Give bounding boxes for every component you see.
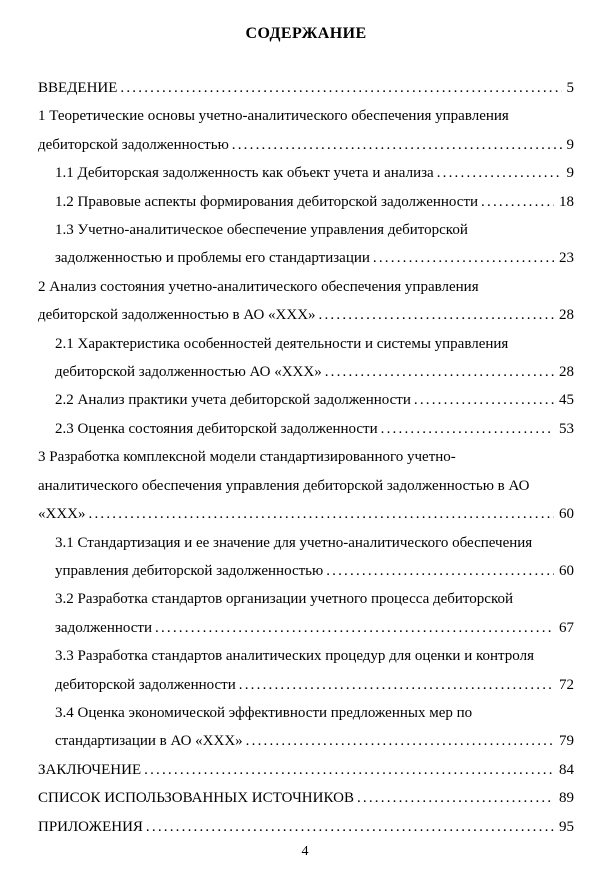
toc-page-number: 72	[559, 676, 574, 693]
dot-leader	[144, 756, 554, 784]
toc-entry	[38, 330, 574, 387]
toc-entry-text: 3.2 Разработка стандартов организации учетного процесса дебиторской	[55, 591, 514, 608]
toc-entry-text: 3.4 Оценка экономической эффективности предложенных мер по	[55, 704, 473, 721]
toc-entry-line	[38, 301, 574, 329]
toc-entry	[38, 273, 574, 330]
toc-entry-line	[55, 216, 574, 244]
toc-page-number: 79	[559, 733, 574, 750]
toc-page-number: 18	[559, 193, 574, 210]
toc-entry	[38, 585, 574, 642]
dot-leader	[89, 500, 555, 528]
toc-entry-text: управления дебиторской задолженностью	[55, 562, 324, 579]
dot-leader	[146, 813, 554, 841]
toc-entry	[38, 74, 574, 102]
toc-page-number: 84	[559, 761, 574, 778]
toc-entry-line	[38, 273, 574, 301]
toc-entry-text: дебиторской задолженностью	[38, 136, 229, 153]
dot-leader	[246, 727, 554, 755]
toc-entry-line	[55, 671, 574, 699]
dot-leader	[381, 415, 554, 443]
dot-leader	[437, 159, 562, 187]
page-number-footer: 4	[301, 844, 309, 859]
toc-entry-text: ВВЕДЕНИЕ	[38, 80, 118, 96]
toc-entry-line	[38, 74, 574, 102]
toc-entry-text: задолженностью и проблемы его стандартизации	[55, 250, 370, 267]
toc-entry-text: 3.1 Стандартизация и ее значение для учетно-аналитического обеспечения	[55, 534, 533, 551]
toc-entry-line	[55, 159, 574, 187]
toc-entry	[38, 784, 574, 812]
toc-entry	[38, 699, 574, 756]
toc-entry-text: 3 Разработка комплексной модели стандартизированного учетно-	[38, 449, 456, 466]
toc-entry-text: 1.3 Учетно-аналитическое обеспечение управления дебиторской	[55, 222, 468, 239]
toc-page-number: 28	[559, 307, 574, 324]
toc-page-number: 53	[559, 420, 574, 437]
toc-entry-text: СПИСОК ИСПОЛЬЗОВАННЫХ ИСТОЧНИКОВ	[38, 790, 354, 807]
toc-page-number: 67	[559, 619, 574, 636]
toc-entry-text: 2.2 Анализ практики учета дебиторской задолженности	[55, 392, 411, 409]
toc-page-number: 5	[566, 80, 574, 96]
toc-entry	[38, 443, 574, 528]
dot-leader	[325, 358, 554, 386]
toc-entry-line	[55, 358, 574, 386]
toc-entry-line	[55, 614, 574, 642]
toc-entry-text: 1.2 Правовые аспекты формирования дебиторской задолженности	[55, 193, 479, 210]
toc-page-number: 60	[559, 562, 574, 579]
toc-entry-text: 1.1 Дебиторская задолженность как объект учета и анализа	[55, 165, 434, 182]
toc-entry	[38, 159, 574, 187]
dot-leader	[155, 614, 554, 642]
toc-page-number: 23	[559, 250, 574, 267]
toc-entry	[38, 188, 574, 216]
toc-entry-line	[55, 330, 574, 358]
toc-entry-text: аналитического обеспечения управления дебиторской задолженностью в АО	[38, 477, 530, 494]
toc-entry-line	[55, 642, 574, 670]
dot-leader	[319, 301, 554, 329]
toc-entry-text: стандартизации в АО «ХХХ»	[55, 733, 243, 750]
toc-entry-line	[38, 500, 574, 528]
toc-entry-line	[38, 756, 574, 784]
toc-entry-line	[38, 131, 574, 159]
toc-entry-line	[55, 727, 574, 755]
toc-page-number: 45	[559, 392, 574, 409]
toc-entry	[38, 529, 574, 586]
toc-entry	[38, 216, 574, 273]
toc-page-number: 95	[559, 818, 574, 835]
dot-leader	[120, 74, 561, 102]
dot-leader	[373, 244, 554, 272]
toc-entry	[38, 102, 574, 159]
toc-entry	[38, 756, 574, 784]
toc-entry	[38, 642, 574, 699]
toc-entry-line	[55, 244, 574, 272]
toc-entry-line	[38, 443, 574, 471]
toc-entry-text: дебиторской задолженности	[55, 676, 236, 693]
toc-entry-line	[55, 415, 574, 443]
toc-entry-line	[55, 529, 574, 557]
toc-entry-line	[38, 472, 574, 500]
table-of-contents	[38, 74, 574, 841]
toc-entry-line	[55, 585, 574, 613]
dot-leader	[239, 671, 554, 699]
toc-entry-text: «ХХХ»	[38, 506, 86, 523]
toc-entry-text: 2.3 Оценка состояния дебиторской задолженности	[55, 420, 378, 437]
dot-leader	[481, 188, 554, 216]
dot-leader	[414, 386, 554, 414]
toc-entry-text: дебиторской задолженностью в АО «ХХХ»	[38, 307, 316, 324]
toc-entry-line	[55, 188, 574, 216]
toc-entry-text: 2 Анализ состояния учетно-аналитического обеспечения управления	[38, 278, 479, 295]
toc-entry-line	[38, 784, 574, 812]
toc-entry-line	[38, 813, 574, 841]
toc-entry	[38, 386, 574, 414]
toc-page-number: 9	[566, 136, 574, 153]
toc-page-number: 89	[559, 790, 574, 807]
dot-leader	[357, 784, 554, 812]
toc-entry-text: 3.3 Разработка стандартов аналитических процедур для оценки и контроля	[55, 648, 534, 665]
toc-entry-line	[55, 699, 574, 727]
toc-entry-line	[55, 557, 574, 585]
dot-leader	[232, 131, 562, 159]
toc-entry-line	[55, 386, 574, 414]
toc-entry-text: дебиторской задолженностью АО «ХХХ»	[55, 364, 322, 381]
toc-entry-text: ПРИЛОЖЕНИЯ	[38, 818, 143, 835]
toc-page-number: 9	[566, 165, 574, 182]
dot-leader	[326, 557, 554, 585]
toc-entry-text: 1 Теоретические основы учетно-аналитического обеспечения управления	[38, 108, 509, 125]
toc-entry	[38, 813, 574, 841]
toc-entry	[38, 415, 574, 443]
toc-entry-text: задолженности	[55, 619, 152, 636]
toc-entry-text: ЗАКЛЮЧЕНИЕ	[38, 761, 142, 778]
toc-page-number: 60	[559, 506, 574, 523]
toc-title: СОДЕРЖАНИЕ	[245, 25, 367, 42]
toc-page-number: 28	[559, 364, 574, 381]
toc-entry-line	[38, 102, 574, 130]
toc-entry-text: 2.1 Характеристика особенностей деятельности и системы управления	[55, 335, 509, 352]
